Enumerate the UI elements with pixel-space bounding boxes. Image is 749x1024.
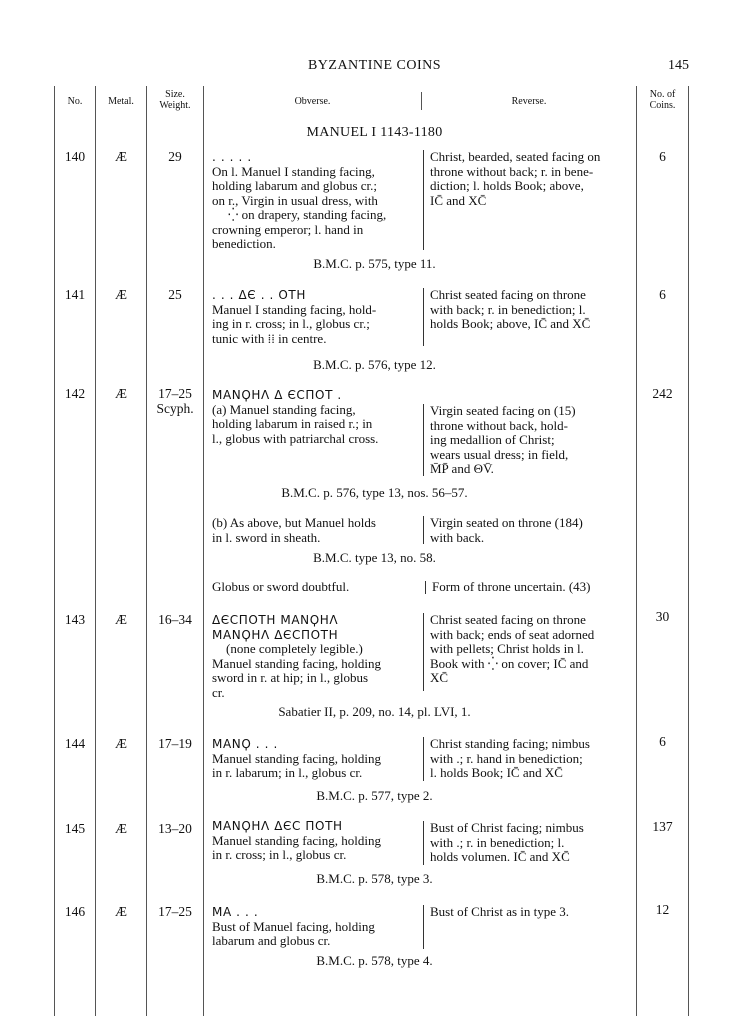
catalogue-reference: B.M.C. p. 578, type 3. [316,871,433,886]
column-header-size-weight: Size. Weight. [159,89,191,111]
column-header-no: No. [67,96,83,107]
size-value: 25 [168,287,182,302]
obverse-reverse-divider [423,516,424,544]
obverse-reverse-divider [423,613,424,691]
reverse-description: Christ seated facing on throne with back; r. in benediction; l. holds Book; above, IC̄ and XC̄ [430,287,591,331]
entry-number: 144 [64,736,86,751]
obverse-reverse-divider [425,581,426,594]
reverse-description: Christ standing facing; nimbus with .; r. hand in benediction; l. holds Book; IC̄ and XC̄ [430,736,590,780]
size-value: 16–34 [158,612,192,627]
obverse-reverse-divider [423,404,424,476]
obverse-variant-b: (b) As above, but Manuel holds in l. sword in sheath. [212,515,376,545]
obverse-description: . . . . . On l. Manuel I standing facing, holding labarum and globus cr.; on r., Virgin in usual dress, with ⁛ on drapery, standing facing, crowning emperor; l. hand in benediction. [212,150,387,251]
coin-count: 6 [659,287,666,302]
catalogue-reference: B.M.C. p. 576, type 13, nos. 56–57. [281,485,468,500]
obverse-description: ΔЄCΠOTH MANϘHΛ MANϘHΛ ΔЄCΠOTH (none completely legible.) Manuel standing facing, holding sword in r. at hip; in l., globus cr. [212,613,381,700]
obverse-description: MANϘHΛ Δ ЄCΠOT . (a) Manuel standing facing, holding labarum in raised r.; in l., globus with patriarchal cross. [212,388,379,446]
size-weight-value: 17–25 Scyph. [156,386,194,416]
coin-count: 137 [652,819,673,834]
obverse-variant-doubtful: Globus or sword doubtful. [212,579,350,594]
obverse-reverse-divider [423,288,424,346]
coin-count: 242 [652,386,673,401]
metal-symbol: Æ [114,821,127,836]
reverse-variant-b: Virgin seated on throne (184) with back. [430,515,583,545]
coin-count: 30 [655,609,670,624]
reverse-variant-doubtful: Form of throne uncertain. (43) [432,579,591,594]
obverse-description: . . . ΔЄ . . OTH Manuel I standing facing, hold- ing in r. cross; in l., globus cr.; tunic with ⁞⁞ in centre. [212,288,377,346]
page-number: 145 [668,58,689,73]
metal-symbol: Æ [114,904,127,919]
obverse-reverse-divider [423,905,424,949]
obverse-description: MA . . . Bust of Manuel facing, holding labarum and globus cr. [212,905,375,948]
reverse-description: Bust of Christ facing; nimbus with .; r. in benediction; l. holds volumen. IC̄ and XC̄ [430,820,584,864]
coin-count: 6 [659,734,666,749]
entry-number: 143 [64,612,86,627]
metal-symbol: Æ [114,736,127,751]
reverse-description: Christ seated facing on throne with back; ends of seat adorned with pellets; Christ holds in l. Book with ⁛ on cover; IC̄ and XC̄ [430,612,595,685]
column-header-metal: Metal. [108,96,134,107]
catalogue-reference: Sabatier II, p. 209, no. 14, pl. LVI, 1. [278,704,471,719]
reign-heading: MANUEL I 1143-1180 [306,125,443,140]
catalogue-reference: B.M.C. p. 575, type 11. [313,256,436,271]
reverse-description: Virgin seated facing on (15) throne without back, hold- ing medallion of Christ; wears usual dress; in field, M̄P̄ and ΘV̄. [430,403,576,476]
metal-symbol: Æ [114,287,127,302]
catalogue-reference: B.M.C. p. 578, type 4. [316,953,433,968]
reverse-description: Christ, bearded, seated facing on throne without back; r. in bene- diction; l. holds Book; above, IC̄ and XC̄ [430,149,601,208]
entry-number: 141 [64,287,86,302]
size-value: 29 [168,149,182,164]
metal-symbol: Æ [114,612,127,627]
size-value: 17–25 [158,904,192,919]
entry-number: 146 [64,904,86,919]
running-title: BYZANTINE COINS [307,58,442,73]
obverse-reverse-divider [423,821,424,865]
metal-symbol: Æ [114,149,127,164]
column-header-reverse: Reverse. [511,96,547,107]
size-value: 17–19 [158,736,192,751]
entry-number: 145 [64,821,86,836]
size-value: 13–20 [158,821,192,836]
coin-count: 6 [659,149,666,164]
catalogue-reference: B.M.C. p. 576, type 12. [313,357,436,372]
obverse-reverse-divider [423,737,424,781]
metal-symbol: Æ [114,386,127,401]
column-header-no-of-coins: No. of Coins. [649,89,676,111]
entry-number: 142 [64,386,86,401]
obverse-description: MANϘHΛ ΔЄC ΠOTH Manuel standing facing, holding in r. cross; in l., globus cr. [212,819,381,862]
entry-number: 140 [64,149,86,164]
obverse-reverse-divider [423,150,424,250]
catalogue-reference: B.M.C. type 13, no. 58. [313,550,436,565]
catalogue-reference: B.M.C. p. 577, type 2. [316,788,433,803]
column-header-obverse: Obverse. [294,96,331,107]
obverse-description: MANϘ . . . Manuel standing facing, holding in r. labarum; in l., globus cr. [212,737,381,780]
reverse-description: Bust of Christ as in type 3. [430,904,570,919]
coin-count: 12 [655,902,670,917]
